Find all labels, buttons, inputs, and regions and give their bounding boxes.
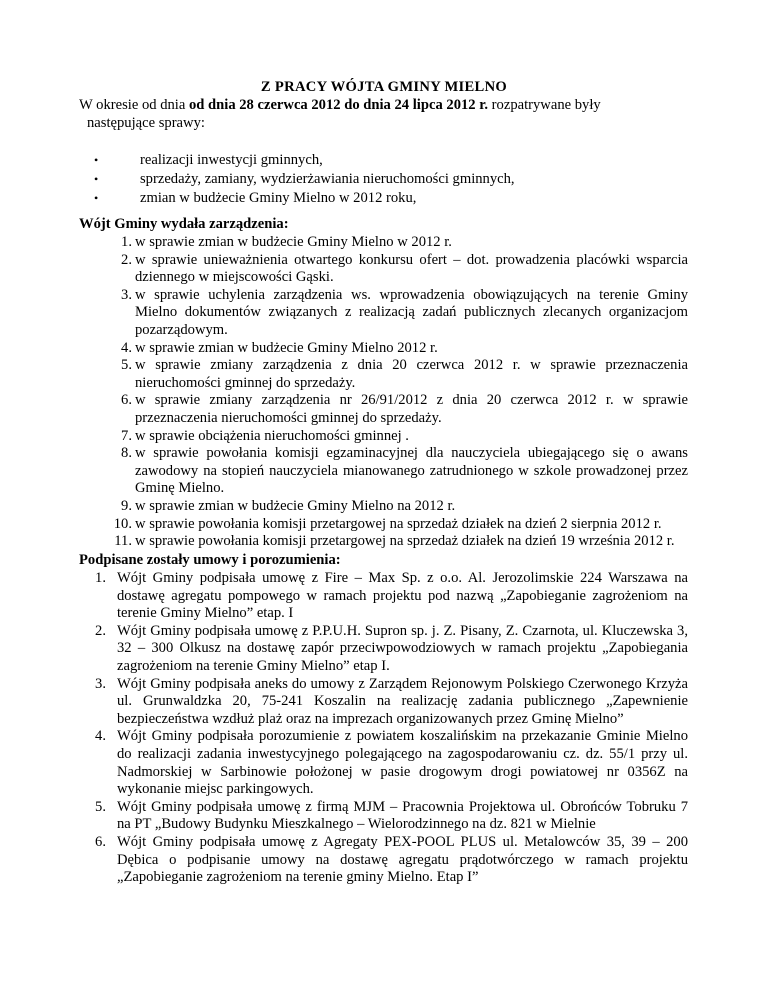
regulation-item xyxy=(0,498,688,516)
bullet-text: sprzedaży, zamiany, wydzierżawiania nieruchomości gminnych, xyxy=(140,171,515,187)
item-number: 1. xyxy=(95,570,106,586)
item-number: 10. xyxy=(113,515,132,532)
item-text: w sprawie zmian w budżecie Gminy Mielno 2012 r. xyxy=(135,339,438,356)
regulation-item xyxy=(0,445,688,498)
bullet-item xyxy=(88,190,688,209)
item-number: 11. xyxy=(114,533,132,550)
item-number: 3. xyxy=(95,675,106,692)
bullet-icon: • xyxy=(94,153,99,167)
item-number: 4. xyxy=(121,339,132,356)
regulation-item xyxy=(0,516,688,534)
agreement-item xyxy=(0,570,688,623)
regulation-item xyxy=(0,392,688,427)
item-number: 6. xyxy=(95,833,106,850)
item-text: Wójt Gminy podpisała umowę z firmą MJM – Pracownia Projektowa ul. Obrońców Tobruku 7 na PT „Budowy Budynku Mieszkalnego – Wielorodzinnego na dz. 821 w Mielnie xyxy=(117,798,688,833)
bullet-text: zmian w budżecie Gminy Mielno w 2012 roku, xyxy=(140,190,417,206)
regulation-item xyxy=(0,533,688,551)
item-text: Wójt Gminy podpisała porozumienie z powiatem koszalińskim na przekazanie Gminie Mielno do realizacji zadania inwestycyjnego polegającego na zagospodarowaniu cz. dz. 55/1 przy ul. Nadmorskiej w Sarbinowie położonej w pasie drogowym drogi powiatowej nr 0356Z na wykonanie miejsc parkingowych. xyxy=(117,728,688,798)
item-text: w sprawie obciążenia nieruchomości gminnej . xyxy=(135,427,409,444)
bullet-item xyxy=(88,152,688,171)
bullet-text: realizacji inwestycji gminnych, xyxy=(140,152,323,168)
item-number: 5. xyxy=(121,357,132,374)
regulation-item xyxy=(0,340,688,358)
item-text: w sprawie powołania komisji przetargowej na sprzedaż działek na dzień 19 września 2012 r. xyxy=(135,533,675,550)
regulation-item xyxy=(0,428,688,446)
intro-prefix: W okresie od dnia xyxy=(79,97,189,113)
item-text: Wójt Gminy podpisała umowę z Fire – Max Sp. z o.o. Al. Jerozolimskie 224 Warszawa na dostawę agregatu pompowego w ramach projektu pod nazwą „Zapobieganie zagrożeniom na terenie Gminy Mielno” etap. I xyxy=(117,570,688,622)
regulations-list xyxy=(0,234,688,551)
bullet-item xyxy=(88,171,688,190)
matters-bullet-list xyxy=(88,152,688,209)
item-number: 1. xyxy=(121,234,132,250)
agreement-item xyxy=(0,799,688,834)
intro-line-1 xyxy=(79,97,689,115)
agreement-item xyxy=(0,834,688,887)
item-text: w sprawie zmian w budżecie Gminy Mielno na 2012 r. xyxy=(135,497,456,514)
agreements-list xyxy=(0,570,688,887)
regulations-heading: Wójt Gminy wydała zarządzenia: xyxy=(79,216,289,232)
intro-date-range: od dnia 28 czerwca 2012 do dnia 24 lipca 2012 r. xyxy=(188,97,489,113)
item-number: 2. xyxy=(95,622,106,639)
intro-suffix: rozpatrywane były xyxy=(488,97,601,113)
agreement-item xyxy=(0,676,688,729)
bullet-icon: • xyxy=(94,191,99,205)
intro-line-2: następujące sprawy: xyxy=(87,114,205,131)
agreement-item xyxy=(0,623,688,676)
item-number: 7. xyxy=(121,427,132,444)
item-number: 5. xyxy=(95,798,106,815)
item-text: Wójt Gminy podpisała umowę z Agregaty PEX-POOL PLUS ul. Metalowców 35, 39 – 200 Dębica o podpisanie umowy na dostawę agregatu prądotwórczego w ramach projektu „Zapobieganie zagrożeniom na terenie gminy Mielno. Etap I” xyxy=(117,833,688,886)
item-text: w sprawie unieważnienia otwartego konkursu ofert – dot. prowadzenia placówki wsparcia dziennego w miejscowości Gąski. xyxy=(135,251,688,286)
item-number: 9. xyxy=(121,497,132,514)
bullet-icon: • xyxy=(94,172,99,186)
intro-paragraph xyxy=(79,97,689,132)
regulation-item xyxy=(0,357,688,392)
item-number: 3. xyxy=(121,286,132,303)
item-number: 2. xyxy=(121,251,132,268)
item-number: 4. xyxy=(95,728,106,745)
regulation-item xyxy=(0,287,688,340)
regulation-item xyxy=(0,252,688,287)
item-text: w sprawie zmian w budżecie Gminy Mielno w 2012 r. xyxy=(135,234,452,250)
agreements-heading: Podpisane zostały umowy i porozumienia: xyxy=(79,552,341,568)
item-text: w sprawie zmiany zarządzenia nr 26/91/2012 z dnia 20 czerwca 2012 r. w sprawie przeznaczenia nieruchomości gminnej do sprzedaży. xyxy=(135,392,688,426)
item-number: 6. xyxy=(121,392,132,409)
regulation-item xyxy=(0,234,688,252)
item-text: w sprawie zmiany zarządzenia z dnia 20 czerwca 2012 r. w sprawie przeznaczenia nieruchomości gminnej do sprzedaży. xyxy=(135,357,688,391)
item-text: Wójt Gminy podpisała umowę z P.P.U.H. Supron sp. j. Z. Pisany, Z. Czarnota, ul. Kluczewska 3, 32 – 300 Olkusz na dostawę zapór przeciwpowodziowych w ramach projektu „Zapobiegania zagrożeniom na terenie Gminy Mielno” etap I. xyxy=(117,622,688,674)
item-text: w sprawie powołania komisji egzaminacyjnej dla nauczyciela ubiegającego się o awans zawodowy na stopień nauczyciela mianowanego zatrudnionego w szkole prowadzonej przez Gminę Mielno. xyxy=(135,445,688,497)
agreement-item xyxy=(0,728,688,798)
item-text: w sprawie powołania komisji przetargowej na sprzedaż działek na dzień 2 sierpnia 2012 r. xyxy=(135,515,662,532)
item-text: w sprawie uchylenia zarządzenia ws. wprowadzenia obowiązujących na terenie Gminy Mielno dokumentów związanych z realizacją zadań publicznych zlecanych organizacjom pozarządowym. xyxy=(135,286,688,338)
document-title: Z PRACY WÓJTA GMINY MIELNO xyxy=(260,79,508,95)
item-text: Wójt Gminy podpisała aneks do umowy z Zarządem Rejonowym Polskiego Czerwonego Krzyża ul. Grunwaldzka 20, 75-241 Koszalin na realizację zadania publicznego „Zapewnienie bezpieczeństwa wzdłuż plaż oraz na imprezach organizowanych przez Gminę Mielno” xyxy=(117,675,688,727)
item-number: 8. xyxy=(121,445,132,462)
